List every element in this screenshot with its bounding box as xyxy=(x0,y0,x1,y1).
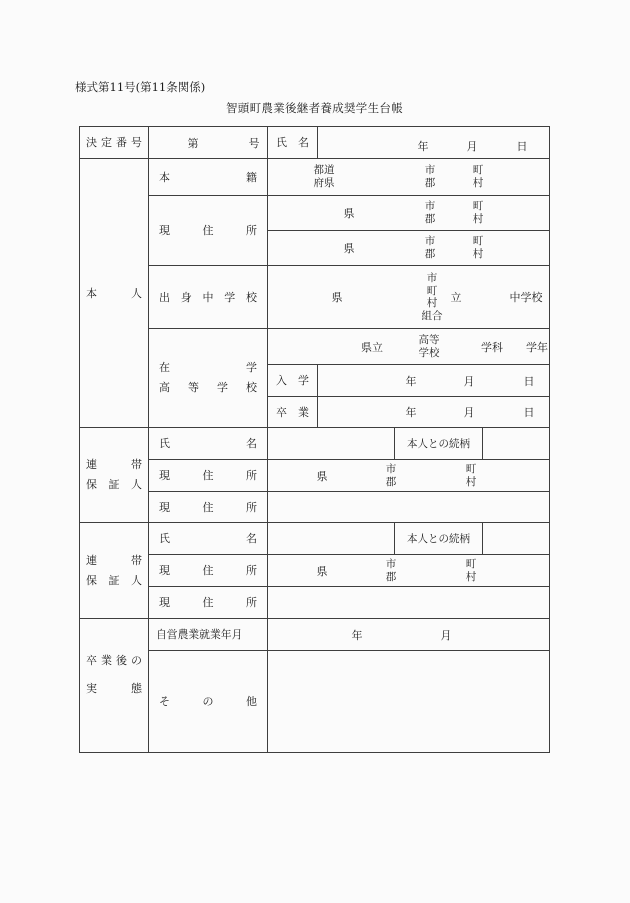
shi-gun-stack xyxy=(386,463,397,489)
son-label: 村 xyxy=(472,177,484,189)
ken-label: 県 xyxy=(316,564,328,578)
son-label: 村 xyxy=(472,248,484,260)
koto-label: 高等 xyxy=(418,333,440,346)
self-farming-value-cell xyxy=(268,619,550,651)
guarantor1-address2-label-cell xyxy=(149,492,268,523)
graduation-date-cell xyxy=(318,397,550,428)
shi-label: 市 xyxy=(426,272,438,284)
decision-number-label: 決 定 番 号 xyxy=(86,136,142,149)
ken-label: 県 xyxy=(331,291,343,304)
son-label: 村 xyxy=(426,297,438,309)
guarantor2-address-value-cell xyxy=(268,555,550,587)
zaigaku-label: 在 学 xyxy=(159,361,257,374)
ken-label: 県 xyxy=(343,242,355,255)
junior-high-label-cell xyxy=(149,266,268,329)
guarantor2-address2-label: 現 住 所 xyxy=(159,596,257,609)
shi-label: 市 xyxy=(424,235,436,247)
son-label: 村 xyxy=(465,570,477,583)
gun-label: 郡 xyxy=(424,213,436,225)
shi-gun-stack xyxy=(425,235,436,261)
graduation-label: 卒 業 xyxy=(276,405,309,419)
guarantor2-name-value-cell xyxy=(268,523,395,555)
person-section-label-cell xyxy=(80,159,149,428)
guarantor1-address-label-cell xyxy=(149,460,268,492)
name-label: 氏 名 xyxy=(276,136,309,149)
relation-label: 本人との続柄 xyxy=(407,533,470,545)
cho-son-stack xyxy=(473,200,484,226)
gakka-label: 学科 xyxy=(481,340,503,354)
kumiai-label: 組合 xyxy=(421,309,443,322)
person-address-label: 現 住 所 xyxy=(159,224,257,237)
dai-label: 第 xyxy=(187,136,199,150)
guarantor1-address-label: 現 住 所 xyxy=(159,469,257,482)
decision-number-label-cell xyxy=(80,127,149,159)
shi-gun-stack xyxy=(425,164,436,190)
graduation-label-cell xyxy=(268,397,318,428)
month-label: 月 xyxy=(463,374,475,388)
year-label: 年 xyxy=(405,374,417,388)
ken-label: 県 xyxy=(343,207,355,220)
admission-label: 入 学 xyxy=(276,374,309,387)
guarantor1-address-value-cell xyxy=(268,460,550,492)
after-graduation-label-block xyxy=(80,653,148,696)
name-label-cell xyxy=(268,127,318,159)
shi-gun-stack xyxy=(425,200,436,226)
son-label: 村 xyxy=(465,475,477,488)
gun-label: 郡 xyxy=(424,248,436,260)
self-farming-label-cell xyxy=(149,619,268,651)
year-label: 年 xyxy=(405,406,417,419)
domicile-value-cell xyxy=(268,159,550,196)
register-table xyxy=(79,126,550,753)
guarantor1-relation-label-cell xyxy=(395,428,483,460)
other-label: そ の 他 xyxy=(159,695,257,708)
decision-number-value-cell xyxy=(149,127,268,159)
shi-label: 市 xyxy=(424,200,436,212)
form-number: 様式第11号(第11条関係) xyxy=(75,80,206,94)
todo-label: 都道 xyxy=(313,164,335,176)
guarantor2-address-label: 現 住 所 xyxy=(159,564,257,577)
shichoson-kumiai-stack xyxy=(422,272,443,322)
day-label: 日 xyxy=(516,140,528,153)
highschool-value-cell xyxy=(268,329,550,365)
cho-label: 町 xyxy=(465,462,477,475)
person-section-label: 本 人 xyxy=(86,286,142,300)
guarantor2-relation-value-cell xyxy=(483,523,550,555)
guarantor1-name-value-cell xyxy=(268,428,395,460)
guarantor2-name-label-cell xyxy=(149,523,268,555)
month-label: 月 xyxy=(440,628,452,642)
cho-label: 町 xyxy=(472,235,484,247)
person-address-value-cell-2 xyxy=(268,231,550,266)
shi-label: 市 xyxy=(424,164,436,176)
day-label: 日 xyxy=(523,406,535,419)
go-label: 号 xyxy=(248,136,260,150)
person-address-value-cell-1 xyxy=(268,196,550,231)
year-label: 年 xyxy=(351,628,363,642)
rentai-label: 連 帯 xyxy=(86,458,142,471)
gun-label: 郡 xyxy=(385,570,397,583)
cho-son-stack xyxy=(466,463,477,489)
name-label: 氏 名 xyxy=(159,437,257,450)
hoshonin-label: 保 証 人 xyxy=(86,573,142,587)
shi-gun-stack xyxy=(386,558,397,584)
page-title: 智頭町農業後継者養成奨学生台帳 xyxy=(226,101,403,115)
highschool-label-cell xyxy=(149,329,268,428)
kenritsu-label: 県立 xyxy=(361,340,383,354)
gakunen-label: 学年 xyxy=(526,340,548,354)
name-label: 氏 名 xyxy=(159,532,257,545)
guarantor2-address-label-cell xyxy=(149,555,268,587)
day-label: 日 xyxy=(523,374,535,388)
after-grad-label-1: 卒 業 後 の xyxy=(86,654,142,667)
cho-label: 町 xyxy=(472,164,484,176)
guarantor2-section-label-cell xyxy=(80,523,149,619)
month-label: 月 xyxy=(463,406,475,419)
person-address-label-cell xyxy=(149,196,268,266)
guarantor1-relation-value-cell xyxy=(483,428,550,460)
ken-label: 県 xyxy=(316,469,328,483)
guarantor2-relation-label-cell xyxy=(395,523,483,555)
guarantor1-address2-value-cell xyxy=(268,492,550,523)
junior-high-label: 出 身 中 学 校 xyxy=(159,290,257,304)
koko-label: 高 等 学 校 xyxy=(159,381,257,394)
guarantor2-address2-value-cell xyxy=(268,587,550,619)
after-grad-label-2: 実 態 xyxy=(86,682,142,695)
after-graduation-section-label-cell xyxy=(80,619,149,753)
gun-label: 郡 xyxy=(424,177,436,189)
junior-high-value-cell xyxy=(268,266,550,329)
guarantor2-address2-label-cell xyxy=(149,587,268,619)
name-value-cell xyxy=(318,127,550,159)
domicile-label: 本 籍 xyxy=(159,170,257,184)
domicile-label-cell xyxy=(149,159,268,196)
shi-label: 市 xyxy=(385,462,397,475)
ritsu-label: 立 xyxy=(450,291,462,304)
cho-son-stack xyxy=(473,235,484,261)
relation-label: 本人との続柄 xyxy=(407,438,470,450)
guarantor1-name-label-cell xyxy=(149,428,268,460)
fuken-label: 府県 xyxy=(313,177,335,189)
chugakko-label: 中学校 xyxy=(509,291,543,304)
month-label: 月 xyxy=(466,140,478,153)
rentai-label: 連 帯 xyxy=(86,553,142,567)
hoshonin-label: 保 証 人 xyxy=(86,478,142,491)
guarantor1-section-label-cell xyxy=(80,428,149,523)
self-farming-label: 自営農業就業年月 xyxy=(156,628,243,641)
cho-son-stack xyxy=(473,164,484,190)
gakko-label: 学校 xyxy=(418,346,440,359)
cho-label: 町 xyxy=(426,284,438,297)
admission-label-cell xyxy=(268,365,318,397)
cho-son-stack xyxy=(466,558,477,584)
other-value-cell xyxy=(268,651,550,753)
cho-label: 町 xyxy=(472,200,484,212)
gun-label: 郡 xyxy=(385,475,397,488)
koto-gakko-stack xyxy=(419,334,440,360)
admission-date-cell xyxy=(318,365,550,397)
son-label: 村 xyxy=(472,213,484,225)
shi-label: 市 xyxy=(385,557,397,570)
other-label-cell xyxy=(149,651,268,753)
guarantor1-address2-label: 現 住 所 xyxy=(159,500,257,514)
year-label: 年 xyxy=(417,140,429,153)
todofuken-stack xyxy=(314,164,335,190)
cho-label: 町 xyxy=(465,557,477,570)
